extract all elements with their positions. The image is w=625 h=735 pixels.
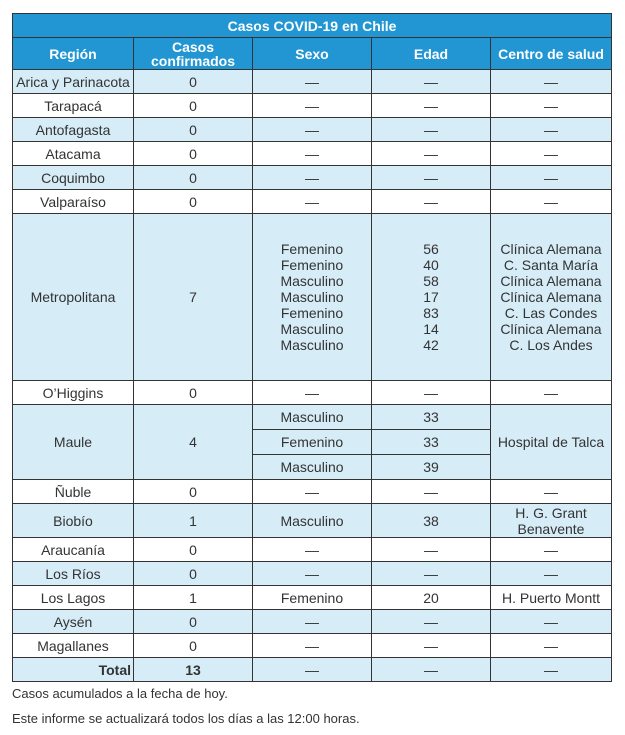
edad-cell: — [372, 658, 491, 682]
note-accumulated: Casos acumulados a la fecha de hoy. [12, 686, 228, 701]
edad-cell: 33 [372, 405, 491, 430]
casos-cell: 7 [134, 214, 253, 381]
header-sexo: Sexo [253, 38, 372, 70]
table-row-total [13, 658, 612, 682]
table-row [13, 480, 612, 504]
edad-cell: 20 [372, 586, 491, 610]
casos-cell: 1 [134, 504, 253, 538]
centro-list [493, 241, 609, 353]
edad-item: 83 [423, 305, 439, 321]
centro-cell [491, 214, 612, 381]
sexo-cell: Femenino [253, 586, 372, 610]
centro-item: C. Los Andes [509, 337, 593, 353]
casos-cell: 1 [134, 586, 253, 610]
sexo-cell: — [253, 538, 372, 562]
header-centro: Centro de salud [491, 38, 612, 70]
table-title: Casos COVID-19 en Chile [13, 14, 612, 38]
centro-cell: — [491, 381, 612, 405]
table-row [13, 562, 612, 586]
centro-cell: — [491, 562, 612, 586]
edad-cell: — [372, 190, 491, 214]
edad-cell: — [372, 610, 491, 634]
sexo-cell [253, 214, 372, 381]
region-cell: Los Ríos [13, 562, 134, 586]
sexo-cell: — [253, 94, 372, 118]
edad-cell: — [372, 538, 491, 562]
casos-cell: 0 [134, 480, 253, 504]
casos-cell: 0 [134, 94, 253, 118]
region-cell: Tarapacá [13, 94, 134, 118]
casos-cell: 0 [134, 166, 253, 190]
centro-cell: — [491, 142, 612, 166]
casos-cell: 0 [134, 381, 253, 405]
centro-cell: — [491, 94, 612, 118]
casos-cell: 0 [134, 118, 253, 142]
casos-cell: 0 [134, 538, 253, 562]
edad-cell: 38 [372, 504, 491, 538]
centro-cell: H. Puerto Montt [491, 586, 612, 610]
table-row [13, 381, 612, 405]
sexo-cell: — [253, 166, 372, 190]
casos-cell: 0 [134, 142, 253, 166]
total-label: Total [13, 658, 134, 682]
centro-cell: — [491, 610, 612, 634]
sexo-cell: Masculino [253, 455, 372, 480]
centro-item: C. Santa María [503, 257, 599, 273]
total-casos: 13 [134, 658, 253, 682]
table-row [13, 610, 612, 634]
sexo-item: Masculino [280, 289, 344, 305]
header-edad: Edad [372, 38, 491, 70]
table-row [13, 142, 612, 166]
table-row [13, 586, 612, 610]
centro-item: Clínica Alemana [500, 289, 602, 305]
sexo-cell: — [253, 480, 372, 504]
centro-item: Clínica Alemana [500, 241, 602, 257]
centro-item: Clínica Alemana [500, 273, 602, 289]
edad-item: 42 [423, 337, 439, 353]
centro-cell: — [491, 70, 612, 94]
centro-cell: — [491, 634, 612, 658]
centro-item: Clínica Alemana [500, 321, 602, 337]
casos-cell: 4 [134, 405, 253, 480]
region-cell: Biobío [13, 504, 134, 538]
covid-table-container [12, 13, 611, 682]
region-cell: Maule [13, 405, 134, 480]
edad-item: 14 [423, 321, 439, 337]
centro-cell: H. G. Grant Benavente [491, 504, 612, 538]
sexo-cell: — [253, 142, 372, 166]
edad-cell: — [372, 142, 491, 166]
table-row [13, 190, 612, 214]
edad-cell: — [372, 634, 491, 658]
edad-item: 40 [423, 257, 439, 273]
table-row [13, 70, 612, 94]
casos-cell: 0 [134, 70, 253, 94]
centro-cell: — [491, 538, 612, 562]
edad-item: 17 [423, 289, 439, 305]
sexo-item: Femenino [280, 257, 344, 273]
edad-cell: — [372, 118, 491, 142]
header-region: Región [13, 38, 134, 70]
note-update-schedule: Este informe se actualizará todos los días a las 12:00 horas. [12, 711, 360, 726]
sexo-item: Femenino [280, 241, 344, 257]
edad-item: 56 [423, 241, 439, 257]
edad-list [374, 241, 488, 353]
table-row [13, 504, 612, 538]
region-cell: Ñuble [13, 480, 134, 504]
centro-cell: Hospital de Talca [491, 405, 612, 480]
edad-cell: 33 [372, 430, 491, 455]
sexo-list [255, 241, 369, 353]
centro-cell: — [491, 166, 612, 190]
region-cell: Los Lagos [13, 586, 134, 610]
header-casos: Casos confirmados [134, 38, 253, 70]
edad-cell: — [372, 381, 491, 405]
edad-cell [372, 214, 491, 381]
sexo-item: Femenino [280, 305, 344, 321]
region-cell: Araucanía [13, 538, 134, 562]
sexo-cell: — [253, 381, 372, 405]
region-cell: Arica y Parinacota [13, 70, 134, 94]
sexo-cell: — [253, 190, 372, 214]
sexo-item: Masculino [280, 273, 344, 289]
table-row [13, 118, 612, 142]
region-cell: O’Higgins [13, 381, 134, 405]
casos-cell: 0 [134, 610, 253, 634]
casos-cell: 0 [134, 190, 253, 214]
centro-cell: — [491, 190, 612, 214]
covid-cases-table [12, 13, 612, 682]
region-cell: Aysén [13, 610, 134, 634]
sexo-item: Masculino [280, 321, 344, 337]
table-row-metropolitana [13, 214, 612, 381]
table-title-row [13, 14, 612, 38]
table-header-row [13, 38, 612, 70]
edad-cell: 39 [372, 455, 491, 480]
table-row [13, 166, 612, 190]
sexo-cell: — [253, 562, 372, 586]
casos-cell: 0 [134, 634, 253, 658]
sexo-cell: — [253, 658, 372, 682]
edad-cell: — [372, 94, 491, 118]
table-row [13, 94, 612, 118]
edad-cell: — [372, 480, 491, 504]
region-cell: Antofagasta [13, 118, 134, 142]
region-cell: Valparaíso [13, 190, 134, 214]
region-cell: Atacama [13, 142, 134, 166]
table-row [13, 538, 612, 562]
region-cell: Metropolitana [13, 214, 134, 381]
sexo-cell: Masculino [253, 405, 372, 430]
edad-cell: — [372, 70, 491, 94]
edad-item: 58 [423, 273, 439, 289]
sexo-item: Masculino [280, 337, 344, 353]
centro-item: C. Las Condes [504, 305, 598, 321]
centro-cell: — [491, 118, 612, 142]
centro-cell: — [491, 658, 612, 682]
sexo-cell: — [253, 610, 372, 634]
casos-cell: 0 [134, 562, 253, 586]
sexo-cell: Masculino [253, 504, 372, 538]
table-row [13, 634, 612, 658]
sexo-cell: Femenino [253, 430, 372, 455]
table-row-maule [13, 405, 612, 430]
centro-cell: — [491, 480, 612, 504]
region-cell: Magallanes [13, 634, 134, 658]
sexo-cell: — [253, 118, 372, 142]
region-cell: Coquimbo [13, 166, 134, 190]
sexo-cell: — [253, 634, 372, 658]
edad-cell: — [372, 562, 491, 586]
edad-cell: — [372, 166, 491, 190]
sexo-cell: — [253, 70, 372, 94]
